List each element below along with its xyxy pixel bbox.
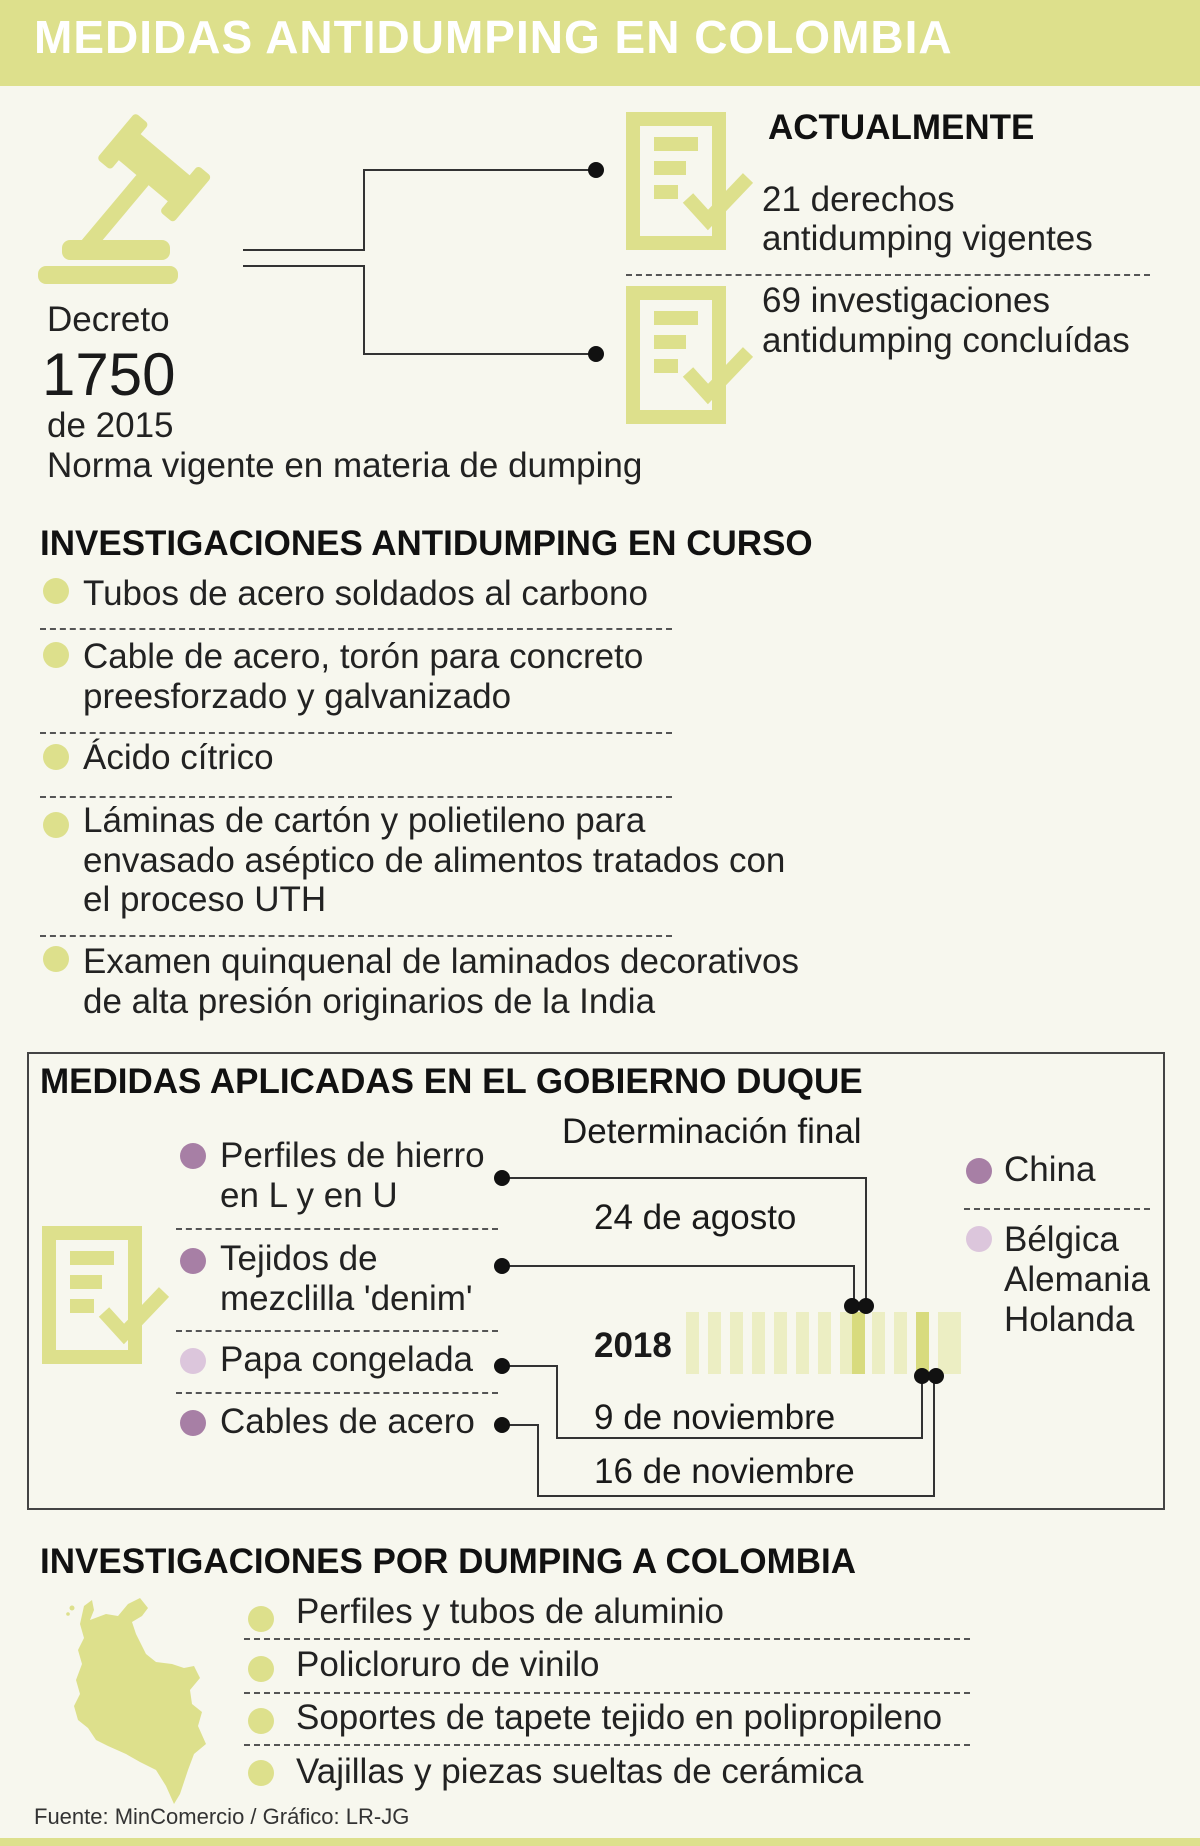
measure-text: Perfiles de hierro (220, 1136, 485, 1175)
actualmente-stat1-line1: 21 derechos (762, 180, 955, 219)
legend-label: Holanda (1004, 1300, 1135, 1339)
legend-label: Bélgica (1004, 1220, 1119, 1259)
decreto-year: de 2015 (47, 406, 174, 445)
list-item-text: Tubos de acero soldados al carbono (83, 574, 648, 613)
bullet-icon (248, 1708, 274, 1734)
list-item-text: Vajillas y piezas sueltas de cerámica (296, 1752, 864, 1791)
date-label: 24 de agosto (594, 1198, 797, 1237)
footer-bar (0, 1838, 1200, 1846)
divider (244, 1638, 970, 1640)
decreto-description: Norma vigente en materia de dumping (47, 446, 643, 485)
year-label: 2018 (594, 1326, 672, 1365)
page-title: MEDIDAS ANTIDUMPING EN COLOMBIA (34, 11, 953, 63)
list-item-text: preesforzado y galvanizado (83, 677, 512, 716)
measure-text: Tejidos de (220, 1239, 378, 1278)
measure-text: Papa congelada (220, 1340, 473, 1379)
decreto-number: 1750 (42, 341, 176, 408)
en-curso-title: INVESTIGACIONES ANTIDUMPING EN CURSO (40, 524, 813, 563)
actualmente-stat2-line2: antidumping concluídas (762, 321, 1130, 360)
measure-text: mezclilla 'denim' (220, 1279, 473, 1318)
legend-label: Alemania (1004, 1260, 1150, 1299)
actualmente-title: ACTUALMENTE (768, 108, 1035, 147)
divider (244, 1692, 970, 1694)
actualmente-stat1-line2: antidumping vigentes (762, 219, 1093, 258)
list-item-text: Examen quinquenal de laminados decorativos (83, 942, 800, 981)
list-item-text: Perfiles y tubos de aluminio (296, 1592, 724, 1631)
list-item-text: envasado aséptico de alimentos tratados con (83, 841, 786, 880)
list-item-text: Cable de acero, torón para concreto (83, 637, 644, 676)
bullet-icon (248, 1606, 274, 1632)
legend-swatch (966, 1226, 992, 1252)
footer-source: Fuente: MinComercio / Gráfico: LR-JG (34, 1804, 410, 1829)
measure-text: en L y en U (220, 1176, 398, 1215)
legend-label: China (1004, 1150, 1096, 1189)
legend-swatch (966, 1158, 992, 1184)
date-label: 16 de noviembre (594, 1452, 855, 1491)
actualmente-stat2-line1: 69 investigaciones (762, 281, 1050, 320)
timeline-bars (686, 1312, 961, 1374)
list-item-text: el proceso UTH (83, 880, 327, 919)
measure-text: Cables de acero (220, 1402, 475, 1441)
list-item-text: Policloruro de vinilo (296, 1645, 600, 1684)
duque-subtitle: Determinación final (562, 1112, 862, 1151)
duque-title: MEDIDAS APLICADAS EN EL GOBIERNO DUQUE (40, 1062, 863, 1101)
list-item-text: Soportes de tapete tejido en polipropileno (296, 1698, 943, 1737)
bullet-icon (248, 1760, 274, 1786)
date-label: 9 de noviembre (594, 1398, 836, 1437)
bullet-icon (248, 1656, 274, 1682)
list-item-text: de alta presión originarios de la India (83, 982, 656, 1021)
list-item-text: Láminas de cartón y polietileno para (83, 801, 646, 840)
a-colombia-title: INVESTIGACIONES POR DUMPING A COLOMBIA (40, 1542, 857, 1581)
divider (244, 1744, 970, 1746)
list-item-text: Ácido cítrico (83, 738, 274, 777)
colombia-map-icon (62, 1594, 212, 1806)
decreto-label: Decreto (47, 300, 170, 339)
divider (964, 1208, 1150, 1210)
